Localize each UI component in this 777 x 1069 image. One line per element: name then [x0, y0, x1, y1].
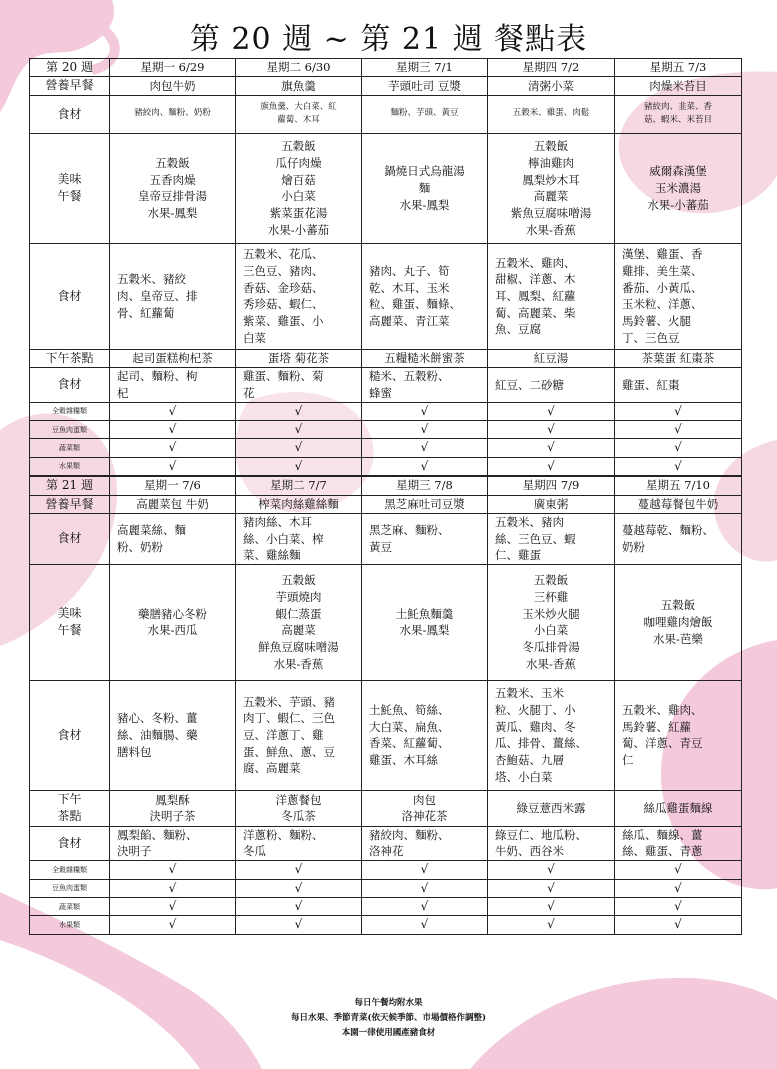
row-label: 食材: [30, 513, 110, 564]
breakfast-ingredients-cell: 五穀米、雞蛋、肉鬆: [488, 95, 615, 133]
snack-cell: 綠豆薏西米露: [488, 790, 615, 826]
row-label: 美味 午餐: [30, 133, 110, 243]
lunch-cell: 鍋燒日式烏龍湯 麵 水果-鳳梨: [362, 133, 488, 243]
row-label: 下午 茶點: [30, 790, 110, 826]
check-mark: √: [236, 402, 362, 420]
breakfast-cell: 榨菜肉絲雞絲麵: [236, 495, 362, 513]
week-header-row: [30, 476, 742, 495]
snack-ingredients-cell: 豬絞肉、麵粉、 洛神花: [362, 826, 488, 860]
lunch-cell: 五穀飯 五香肉燥 皇帝豆排骨湯 水果-鳳梨: [110, 133, 236, 243]
lunch-ingredients-row: [30, 680, 742, 790]
lunch-ingredients-cell: 漢堡、雞蛋、香 雞排、美生菜、 番茄、小黃瓜、 玉米粒、洋蔥、 馬鈴薯、火腿 丁、三色豆: [615, 243, 742, 349]
snack-cell: 蛋塔 菊花茶: [236, 349, 362, 367]
snack-cell: 鳳梨酥 決明子茶: [110, 790, 236, 826]
lunch-row: [30, 133, 742, 243]
snack-cell: 茶葉蛋 紅棗茶: [615, 349, 742, 367]
check-mark: √: [362, 420, 488, 438]
row-label: 食材: [30, 368, 110, 402]
check-mark: √: [488, 457, 615, 476]
day-header: 星期二 7/7: [236, 476, 362, 495]
check-mark: √: [615, 916, 742, 934]
check-mark: √: [236, 420, 362, 438]
check-mark: √: [110, 897, 236, 915]
row-label: 食材: [30, 243, 110, 349]
food-group-row-veg: [30, 439, 742, 457]
lunch-ingredients-cell: 五穀米、雞肉、 馬鈴薯、紅蘿 蔔、洋蔥、青豆 仁: [615, 680, 742, 790]
breakfast-ingredients-cell: 豬肉絲、木耳 絲、小白菜、榨 菜、雞絲麵: [236, 513, 362, 564]
snack-ingredients-cell: 糙米、五穀粉、 蜂蜜: [362, 368, 488, 402]
snack-ingredients-cell: 鳳梨餡、麵粉、 決明子: [110, 826, 236, 860]
food-group-label: 水果類: [30, 916, 110, 934]
breakfast-row: [30, 77, 742, 95]
food-group-row-fruit: [30, 457, 742, 476]
food-group-label: 蔬菜類: [30, 439, 110, 457]
check-mark: √: [488, 861, 615, 879]
lunch-ingredients-row: [30, 243, 742, 349]
footer-line-2: 每日水果、季節青菜(依天候季節、市場價格作調整): [290, 1012, 487, 1023]
check-mark: √: [615, 861, 742, 879]
check-mark: √: [236, 439, 362, 457]
lunch-ingredients-cell: 豬肉、丸子、筍 乾、木耳、玉米 粒、雞蛋、麵條、 高麗菜、青江菜: [362, 243, 488, 349]
day-header: 星期三 7/8: [362, 476, 488, 495]
day-header: 星期一 7/6: [110, 476, 236, 495]
check-mark: √: [362, 916, 488, 934]
breakfast-ingredients-cell: 豬絞肉、韭菜、香 菇、蝦米、米苔目: [615, 95, 742, 133]
food-group-label: 豆魚肉蛋類: [30, 879, 110, 897]
footer-notes: [0, 996, 777, 1041]
check-mark: √: [488, 402, 615, 420]
breakfast-ingredients-cell: 麵粉、芋頭、黃豆: [362, 95, 488, 133]
day-header: 星期五 7/10: [615, 476, 742, 495]
breakfast-cell: 肉燥米苔目: [615, 77, 742, 95]
check-mark: √: [488, 439, 615, 457]
lunch-ingredients-cell: 土魠魚、筍絲、 大白菜、扁魚、 香菜、紅蘿蔔、 雞蛋、木耳絲: [362, 680, 488, 790]
check-mark: √: [362, 402, 488, 420]
food-group-label: 豆魚肉蛋類: [30, 420, 110, 438]
check-mark: √: [236, 916, 362, 934]
check-mark: √: [362, 861, 488, 879]
breakfast-ingredients-cell: 豬絞肉、麵粉、奶粉: [110, 95, 236, 133]
check-mark: √: [110, 861, 236, 879]
breakfast-ingredients-row: [30, 95, 742, 133]
week-label: 第 21 週: [30, 476, 110, 495]
breakfast-ingredients-cell: 五穀米、豬肉 絲、三色豆、蝦 仁、雞蛋: [488, 513, 615, 564]
row-label: 食材: [30, 826, 110, 860]
check-mark: √: [362, 879, 488, 897]
snack-cell: 紅豆湯: [488, 349, 615, 367]
check-mark: √: [615, 897, 742, 915]
check-mark: √: [362, 439, 488, 457]
lunch-cell: 五穀飯 芋頭燒肉 蝦仁蒸蛋 高麗菜 鮮魚豆腐味噌湯 水果-香蕉: [236, 564, 362, 680]
snack-ingredients-row: [30, 826, 742, 860]
check-mark: √: [236, 897, 362, 915]
check-mark: √: [615, 879, 742, 897]
snack-cell: 絲瓜雞蛋麵線: [615, 790, 742, 826]
check-mark: √: [488, 897, 615, 915]
snack-cell: 五糧糙米餅蜜茶: [362, 349, 488, 367]
check-mark: √: [236, 457, 362, 476]
snack-ingredients-cell: 綠豆仁、地瓜粉、 牛奶、西谷米: [488, 826, 615, 860]
check-mark: √: [110, 402, 236, 420]
check-mark: √: [488, 916, 615, 934]
row-label: 美味 午餐: [30, 564, 110, 680]
lunch-ingredients-cell: 五穀米、玉米 粒、火腿丁、小 黃瓜、雞肉、冬 瓜、排骨、薑絲、 杏鮑菇、九層 塔、小白菜: [488, 680, 615, 790]
lunch-cell: 五穀飯 咖哩雞肉燴飯 水果-芭樂: [615, 564, 742, 680]
lunch-ingredients-cell: 五穀米、花瓜、 三色豆、豬肉、 香菇、金珍菇、 秀珍菇、蝦仁、 紫菜、雞蛋、小 白菜: [236, 243, 362, 349]
check-mark: √: [615, 457, 742, 476]
breakfast-cell: 芋頭吐司 豆漿: [362, 77, 488, 95]
page-title: 第 20 週 ~ 第 21 週 餐點表: [189, 22, 588, 57]
food-group-label: 全穀雜糧類: [30, 861, 110, 879]
lunch-cell: 土魠魚麵羹 水果-鳳梨: [362, 564, 488, 680]
breakfast-ingredients-cell: 旗魚羹、大白菜、紅 蘿蔔、木耳: [236, 95, 362, 133]
lunch-ingredients-cell: 五穀米、芋頭、豬 肉丁、蝦仁、三色 豆、洋蔥丁、雞 蛋、鮮魚、蔥、豆 腐、高麗菜: [236, 680, 362, 790]
check-mark: √: [488, 420, 615, 438]
snack-ingredients-cell: 絲瓜、麵線、薑 絲、雞蛋、青蔥: [615, 826, 742, 860]
check-mark: √: [110, 916, 236, 934]
breakfast-cell: 黑芝麻吐司豆漿: [362, 495, 488, 513]
food-group-row-veg: [30, 897, 742, 915]
breakfast-ingredients-cell: 黑芝麻、麵粉、 黃豆: [362, 513, 488, 564]
lunch-ingredients-cell: 五穀米、豬絞 肉、皇帝豆、排 骨、紅蘿蔔: [110, 243, 236, 349]
week-header-row: [30, 59, 742, 77]
check-mark: √: [110, 439, 236, 457]
row-label: 營養早餐: [30, 77, 110, 95]
row-label: 食材: [30, 680, 110, 790]
lunch-row: [30, 564, 742, 680]
check-mark: √: [236, 861, 362, 879]
day-header: 星期二 6/30: [236, 59, 362, 77]
day-header: 星期一 6/29: [110, 59, 236, 77]
breakfast-cell: 清粥小菜: [488, 77, 615, 95]
check-mark: √: [488, 879, 615, 897]
snack-ingredients-row: [30, 368, 742, 402]
lunch-cell: 威爾森漢堡 玉米濃湯 水果-小蕃茄: [615, 133, 742, 243]
meal-plan-body: [30, 59, 742, 935]
food-group-row-protein: [30, 879, 742, 897]
check-mark: √: [236, 879, 362, 897]
day-header: 星期三 7/1: [362, 59, 488, 77]
check-mark: √: [615, 402, 742, 420]
breakfast-cell: 廣東粥: [488, 495, 615, 513]
food-group-label: 全穀雜糧類: [30, 402, 110, 420]
snack-row: [30, 790, 742, 826]
day-header: 星期四 7/9: [488, 476, 615, 495]
snack-cell: 肉包 洛神花茶: [362, 790, 488, 826]
day-header: 星期五 7/3: [615, 59, 742, 77]
breakfast-cell: 肉包牛奶: [110, 77, 236, 95]
snack-ingredients-cell: 起司、麵粉、枸 杞: [110, 368, 236, 402]
food-group-row-protein: [30, 420, 742, 438]
snack-cell: 洋蔥餐包 冬瓜茶: [236, 790, 362, 826]
snack-ingredients-cell: 紅豆、二砂糖: [488, 368, 615, 402]
lunch-ingredients-cell: 豬心、冬粉、薑 絲、油麵腸、藥 膳料包: [110, 680, 236, 790]
breakfast-ingredients-cell: 高麗菜絲、麵 粉、奶粉: [110, 513, 236, 564]
food-group-label: 水果類: [30, 457, 110, 476]
snack-ingredients-cell: 洋蔥粉、麵粉、 冬瓜: [236, 826, 362, 860]
footer-line-1: 每日午餐均附水果: [354, 998, 423, 1008]
check-mark: √: [110, 420, 236, 438]
check-mark: √: [362, 457, 488, 476]
lunch-cell: 五穀飯 檸油雞肉 鳳梨炒木耳 高麗菜 紫魚豆腐味噌湯 水果-香蕉: [488, 133, 615, 243]
breakfast-ingredients-cell: 蔓越莓乾、麵粉、 奶粉: [615, 513, 742, 564]
check-mark: √: [615, 439, 742, 457]
breakfast-cell: 旗魚羹: [236, 77, 362, 95]
day-header: 星期四 7/2: [488, 59, 615, 77]
lunch-cell: 藥膳豬心冬粉 水果-西瓜: [110, 564, 236, 680]
row-label: 下午茶點: [30, 349, 110, 367]
row-label: 食材: [30, 95, 110, 133]
snack-ingredients-cell: 雞蛋、紅棗: [615, 368, 742, 402]
check-mark: √: [362, 897, 488, 915]
breakfast-ingredients-row: [30, 513, 742, 564]
food-group-label: 蔬菜類: [30, 897, 110, 915]
footer-line-3: 本園一律使用國產豬食材: [341, 1027, 436, 1038]
breakfast-row: [30, 495, 742, 513]
food-group-row-fruit: [30, 916, 742, 934]
check-mark: √: [110, 457, 236, 476]
check-mark: √: [110, 879, 236, 897]
snack-cell: 起司蛋糕枸杞茶: [110, 349, 236, 367]
lunch-cell: 五穀飯 瓜仔肉燥 燴百菇 小白菜 紫菜蛋花湯 水果-小蕃茄: [236, 133, 362, 243]
lunch-cell: 五穀飯 三杯雞 玉米炒火腿 小白菜 冬瓜排骨湯 水果-香蕉: [488, 564, 615, 680]
snack-ingredients-cell: 雞蛋、麵粉、菊 花: [236, 368, 362, 402]
food-group-row-grains: [30, 402, 742, 420]
row-label: 營養早餐: [30, 495, 110, 513]
week-label: 第 20 週: [30, 59, 110, 77]
meal-plan-table: [29, 58, 742, 935]
food-group-row-grains: [30, 861, 742, 879]
breakfast-cell: 高麗菜包 牛奶: [110, 495, 236, 513]
lunch-ingredients-cell: 五穀米、雞肉、 甜椒、洋蔥、木 耳、鳳梨、紅蘿 蔔、高麗菜、柴 魚、豆腐: [488, 243, 615, 349]
breakfast-cell: 蔓越莓餐包牛奶: [615, 495, 742, 513]
check-mark: √: [615, 420, 742, 438]
snack-row: [30, 349, 742, 367]
